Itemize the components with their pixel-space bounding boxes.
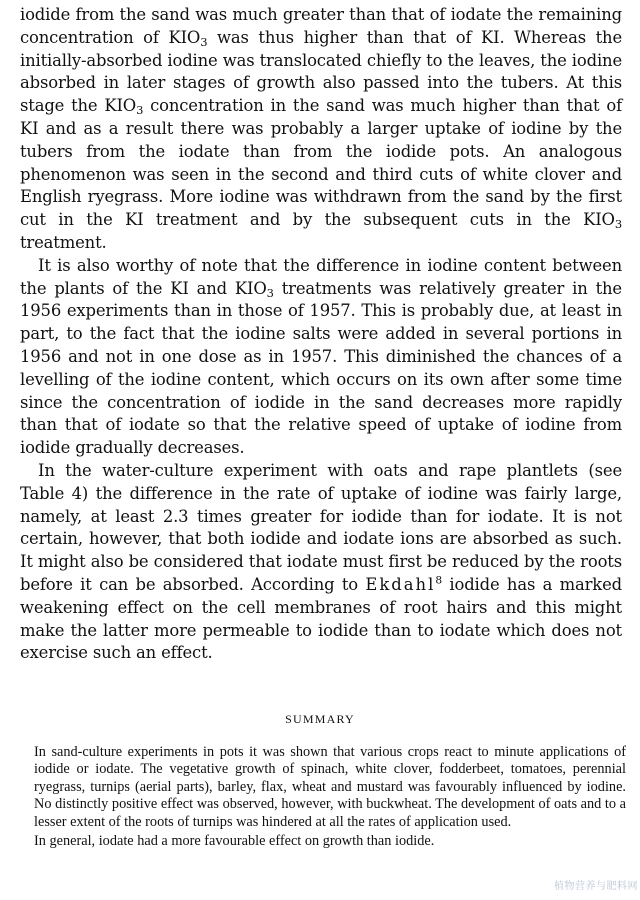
summary-heading: SUMMARY — [285, 712, 355, 726]
paragraph-3: In the water-culture experiment with oats and rape plantlets (see Table 4) the difference in the rate of uptake of iodine was fairly large, namely, at least 2.3 times greater for iodide than for iodate. It is not certain, however, that both iodide and iodate ions are absorbed as such. It might also be considered that iodate must first be reduced by the roots before it can be absorbed. According to Ekdahl$^8$ iodide has a marked weakening effect on the cell membranes of root hairs and this might make the latter more permeable to iodide than to iodate which does not exercise such an effect. — [20, 460, 622, 663]
author-name: Ekdahl — [365, 574, 436, 594]
watermark: 植物营养与肥料网 — [554, 881, 638, 892]
paragraph-2: It is also worthy of note that the difference in iodine content between the plants of the KI and $KIO_3$ treatments was relatively greater in the 1956 experiments than in those of 1957. This is probably due, at least in part, to the fact that the iodine salts were added in several portions in 1956 and not in one dose as in 1957. This diminished the chances of a levelling of the iodine content, which occurs on its own after some time since the concentration of iodide in the sand decreases more rapidly than that of iodate so that the relative speed of uptake of iodine from iodide gradually decreases. — [20, 255, 622, 458]
body-text — [20, 4, 622, 665]
reference-number: 8 — [435, 573, 442, 587]
summary-paragraph-2: In general, iodate had a more favourable effect on growth than iodide. — [34, 833, 435, 850]
summary-text — [34, 744, 626, 850]
paragraph-1: iodide from the sand was much greater than that of iodate the remaining concentration of $KIO_3$ was thus higher than that of KI. Whereas the initially-absorbed iodine was translocated chiefly to the leaves, the iodine absorbed in later stages of growth also passed into the tubers. At this stage the $KIO_3$ concentration in the sand was much higher than that of KI and as a result there was probably a larger uptake of iodine by the tubers from the iodate than from the iodide pots. An analogous phenomenon was seen in the second and third cuts of white clover and English ryegrass. More iodine was withdrawn from the sand by the first cut in the KI treatment and by the subsequent cuts in the $KIO_3$ treatment. — [20, 5, 622, 252]
summary-paragraph-1: In sand-culture experiments in pots it was shown that various crops react to minute applications of iodide or iodate. The vegetative growth of spinach, white clover, fodderbeet, tomatoes, perennial ryegrass, turnips (aerial parts), barley, flax, wheat and mustard was favourably influenced by iodine. No distinctly positive effect was observed, however, with buckwheat. The development of oats and to a lesser extent of the roots of turnips was hindered at all the rates of application used. — [34, 744, 626, 830]
